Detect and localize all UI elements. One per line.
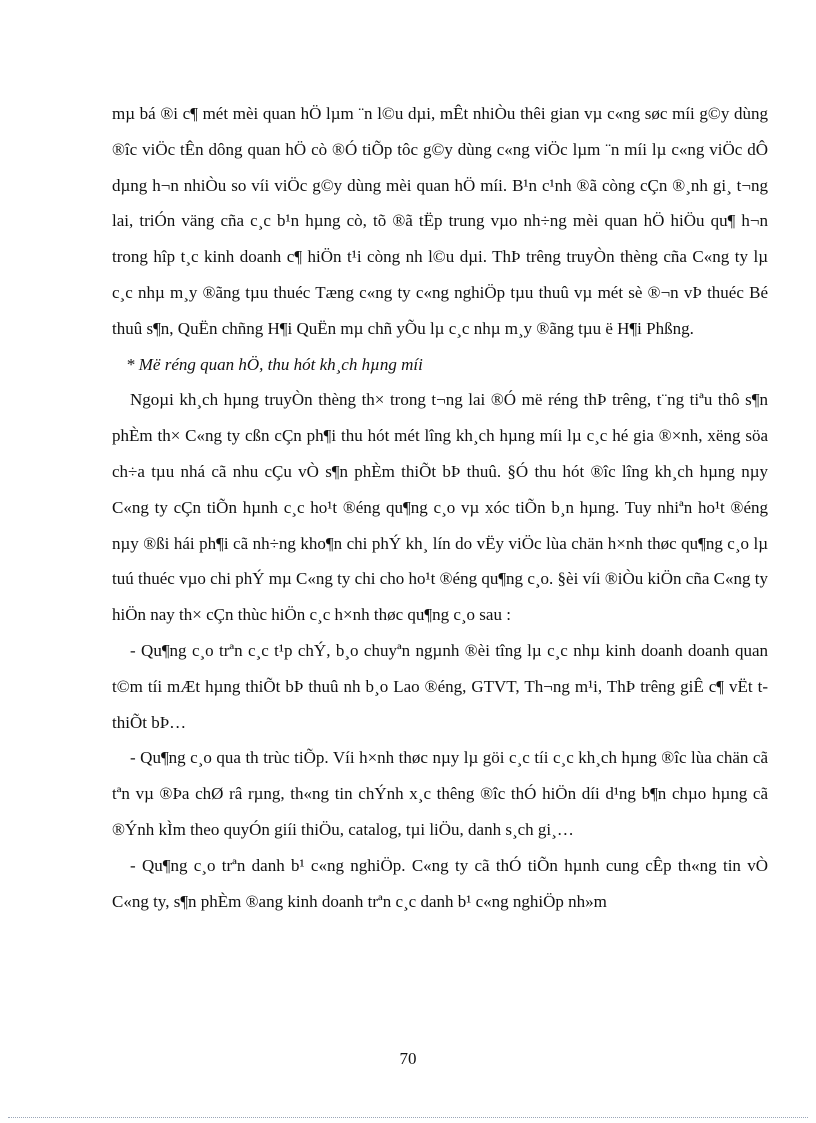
- paragraph-new-customers: Ngoµi kh¸ch hµng truyÒn thèng th× trong t¬ng lai ®Ó më réng thÞ trêng, t¨ng tiªu thô s¶n phÈm th× C«ng ty cßn cÇn ph¶i thu hót mét lîng kh¸ch hµng míi lµ c¸c hé gia ®×nh, xëng söa ch÷a tµu nhá cã nhu cÇu vÒ s¶n phÈm thiÕt bÞ thuû. §Ó thu hót ®îc lîng kh¸ch hµng nµy C«ng ty cÇn tiÕn hµnh c¸c ho¹t ®éng qu¶ng c¸o vµ xóc tiÕn b¸n hµng. Tuy nhiªn ho¹t ®éng nµy ®ßi hái ph¶i cã nh÷ng kho¶n chi phÝ kh¸ lín do vËy viÖc lùa chän h×nh thøc qu¶ng c¸o lµ tuú thuéc vµo chi phÝ mµ C«ng ty chi cho ho¹t ®éng qu¶ng c¸o. §èi víi ®iÒu kiÖn cña C«ng ty hiÖn nay th× cÇn thùc hiÖn c¸c h×nh thøc qu¶ng c¸o sau :: [112, 390, 768, 625]
- page-number: 70: [399, 1049, 417, 1068]
- section-subheading: * Më réng quan hÖ, thu hót kh¸ch hµng míi: [126, 354, 423, 374]
- bullet-industrial-directory: - Qu¶ng c¸o trªn danh b¹ c«ng nghiÖp. C«ng ty cã thÓ tiÕn hµnh cung cÊp th«ng tin vÒ C«ng ty, s¶n phÈm ®ang kinh doanh trªn c¸c danh b¹ c«ng nghiÖp nh»m: [112, 855, 768, 911]
- body-text: [112, 96, 768, 919]
- paragraph-partner-relations: mµ bá ®i c¶ mét mèi quan hÖ lµm ¨n l©u dµi, mÊt nhiÒu thêi gian vµ c«ng søc míi g©y dùng ®îc viÖc tÊn dông quan hÖ cò ®Ó tiÕp tôc g©y dùng c«ng viÖc lµm ¨n míi lµ c«ng viÖc dÔ dµng h¬n nhiÒu so víi viÖc g©y dùng mèi quan hÖ míi. B¹n c¹nh ®ã còng cÇn ®¸nh gi¸ t¬ng lai, triÓn väng cña c¸c b¹n hµng cò, tõ ®ã tËp trung vµo nh÷ng mèi quan hÖ hiÖu qu¶ h¬n trong hîp t¸c kinh doanh c¶ hiÖn t¹i còng nh l©u dµi. ThÞ trêng truyÒn thèng cña C«ng ty lµ c¸c nhµ m¸y ®ãng tµu thuéc Tæng c«ng ty c«ng nghiÖp tµu thuû vµ mét sè ®¬n vÞ thuéc Bé thuû s¶n, QuËn chñng H¶i QuËn mµ chñ yÕu lµ c¸c nhµ m¸y ®ãng tµu ë H¶i Phßng.: [112, 104, 768, 338]
- bullet-direct-mail: - Qu¶ng c¸o qua th trùc tiÕp. Víi h×nh thøc nµy lµ göi c¸c tíi c¸c kh¸ch hµng ®îc lùa chän cã tªn vµ ®Þa chØ râ rµng, th«ng tin chÝnh x¸c thêng ®îc thÓ hiÖn díi d¹ng b¶n chµo hµng cã ®Ýnh kÌm theo quyÓn giíi thiÖu, catalog, tµi liÖu, danh s¸ch gi¸…: [112, 748, 768, 839]
- page-bottom-rule: [8, 1117, 808, 1118]
- bullet-magazine-ads: - Qu¶ng c¸o trªn c¸c t¹p chÝ, b¸o chuyªn ngµnh ®èi tîng lµ c¸c nhµ kinh doanh doanh quan t©m tíi mÆt hµng thiÕt bÞ thuû nh b¸o Lao ®éng, GTVT, Th¬ng m¹i, ThÞ trêng giÊ c¶ vËt t thiÕt bÞ…: [112, 640, 768, 732]
